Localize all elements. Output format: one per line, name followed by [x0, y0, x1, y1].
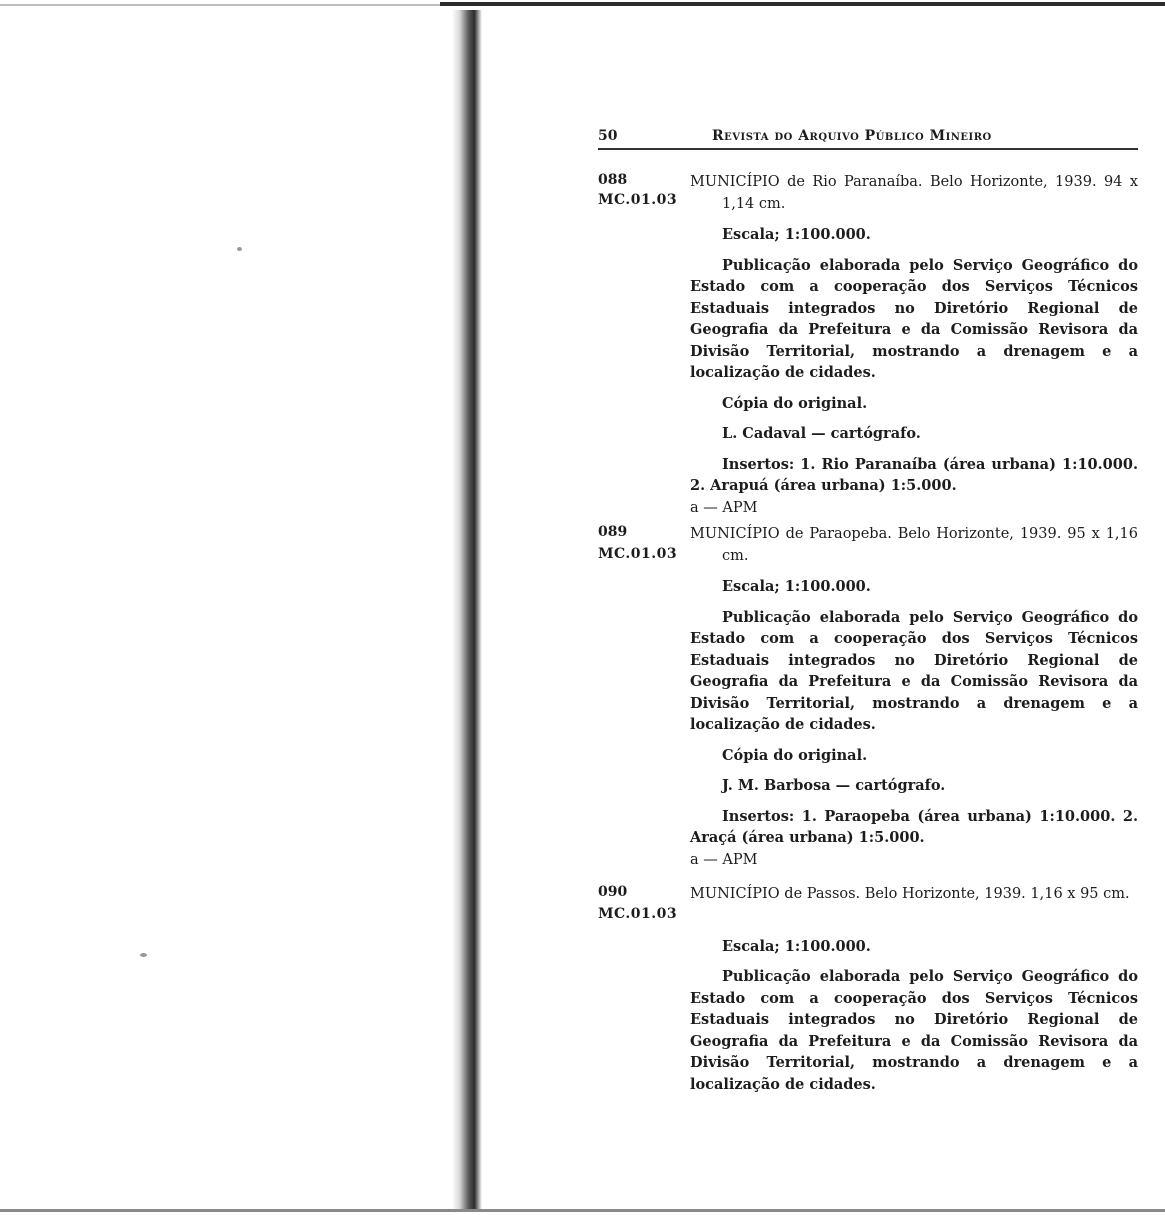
- entry-title: MUNICÍPIO de Passos. Belo Horizonte, 1939. 1,16 x 95 cm.: [690, 886, 1130, 902]
- entry-scale: Escala; 1:100.000.: [722, 578, 871, 595]
- entry-description: Publicação elaborada pelo Serviço Geográfico do Estado com a cooperação dos Serviços Técnicos Estaduais integrados no Diretório Regional de Geografia da Prefeitura e da Comissão Revisora da Divisão Territorial, mostrando a drenagem e a localização de cidades.: [690, 968, 1138, 1093]
- entry-cartographer: J. M. Barbosa — cartógrafo.: [722, 777, 946, 794]
- entry-copy-note: Cópia do original.: [722, 746, 868, 764]
- document-page: [598, 0, 1138, 1215]
- entry-inserts: Insertos: 1. Paraopeba (área urbana) 1:10.000. 2. Araçá (área urbana) 1:5.000.: [690, 807, 1138, 846]
- journal-title: Revista do Arquivo Público Mineiro: [712, 128, 992, 144]
- entry-body: [690, 524, 1138, 880]
- entry-copy-note: Cópia do original.: [722, 394, 868, 412]
- entry-number: 090: [598, 884, 628, 900]
- entry-title: MUNICÍPIO de Paraopeba. Belo Horizonte, 1939. 95 x 1,16 cm.: [690, 526, 1138, 564]
- scan-speck: [140, 953, 147, 957]
- entry-inserts: Insertos: 1. Rio Paranaíba (área urbana) 1:10.000. 2. Arapuá (área urbana) 1:5.000.: [690, 455, 1138, 494]
- entry-code: MC.01.03: [598, 192, 678, 208]
- entry-body: [690, 172, 1138, 528]
- entry-code: MC.01.03: [598, 906, 678, 922]
- entry-number: 088: [598, 172, 628, 188]
- running-header: [598, 124, 1138, 150]
- entry-body: [690, 884, 1138, 1104]
- page-number: 50: [598, 128, 618, 144]
- entry-scale: Escala; 1:100.000.: [722, 937, 871, 955]
- entry-cartographer: L. Cadaval — cartógrafo.: [722, 425, 921, 442]
- entry-scale: Escala; 1:100.000.: [722, 226, 871, 243]
- scan-speck: [237, 247, 242, 251]
- book-spine-shadow: [452, 10, 482, 1210]
- entry-description: Publicação elaborada pelo Serviço Geográfico do Estado com a cooperação dos Serviços Técnicos Estaduais integrados no Diretório Regional de Geografia da Prefeitura e da Comissão Revisora da Divisão Territorial, mostrando a drenagem e a localização de cidades.: [690, 256, 1138, 381]
- entry-location: a — APM: [690, 499, 758, 516]
- entry-title: MUNICÍPIO de Rio Paranaíba. Belo Horizonte, 1939. 94 x 1,14 cm.: [690, 174, 1138, 212]
- entry-number: 089: [598, 524, 628, 540]
- entry-code: MC.01.03: [598, 546, 678, 562]
- entry-description: Publicação elaborada pelo Serviço Geográfico do Estado com a cooperação dos Serviços Técnicos Estaduais integrados no Diretório Regional de Geografia da Prefeitura e da Comissão Revisora da Divisão Territorial, mostrando a drenagem e a localização de cidades.: [690, 608, 1138, 733]
- entry-location: a — APM: [690, 851, 758, 868]
